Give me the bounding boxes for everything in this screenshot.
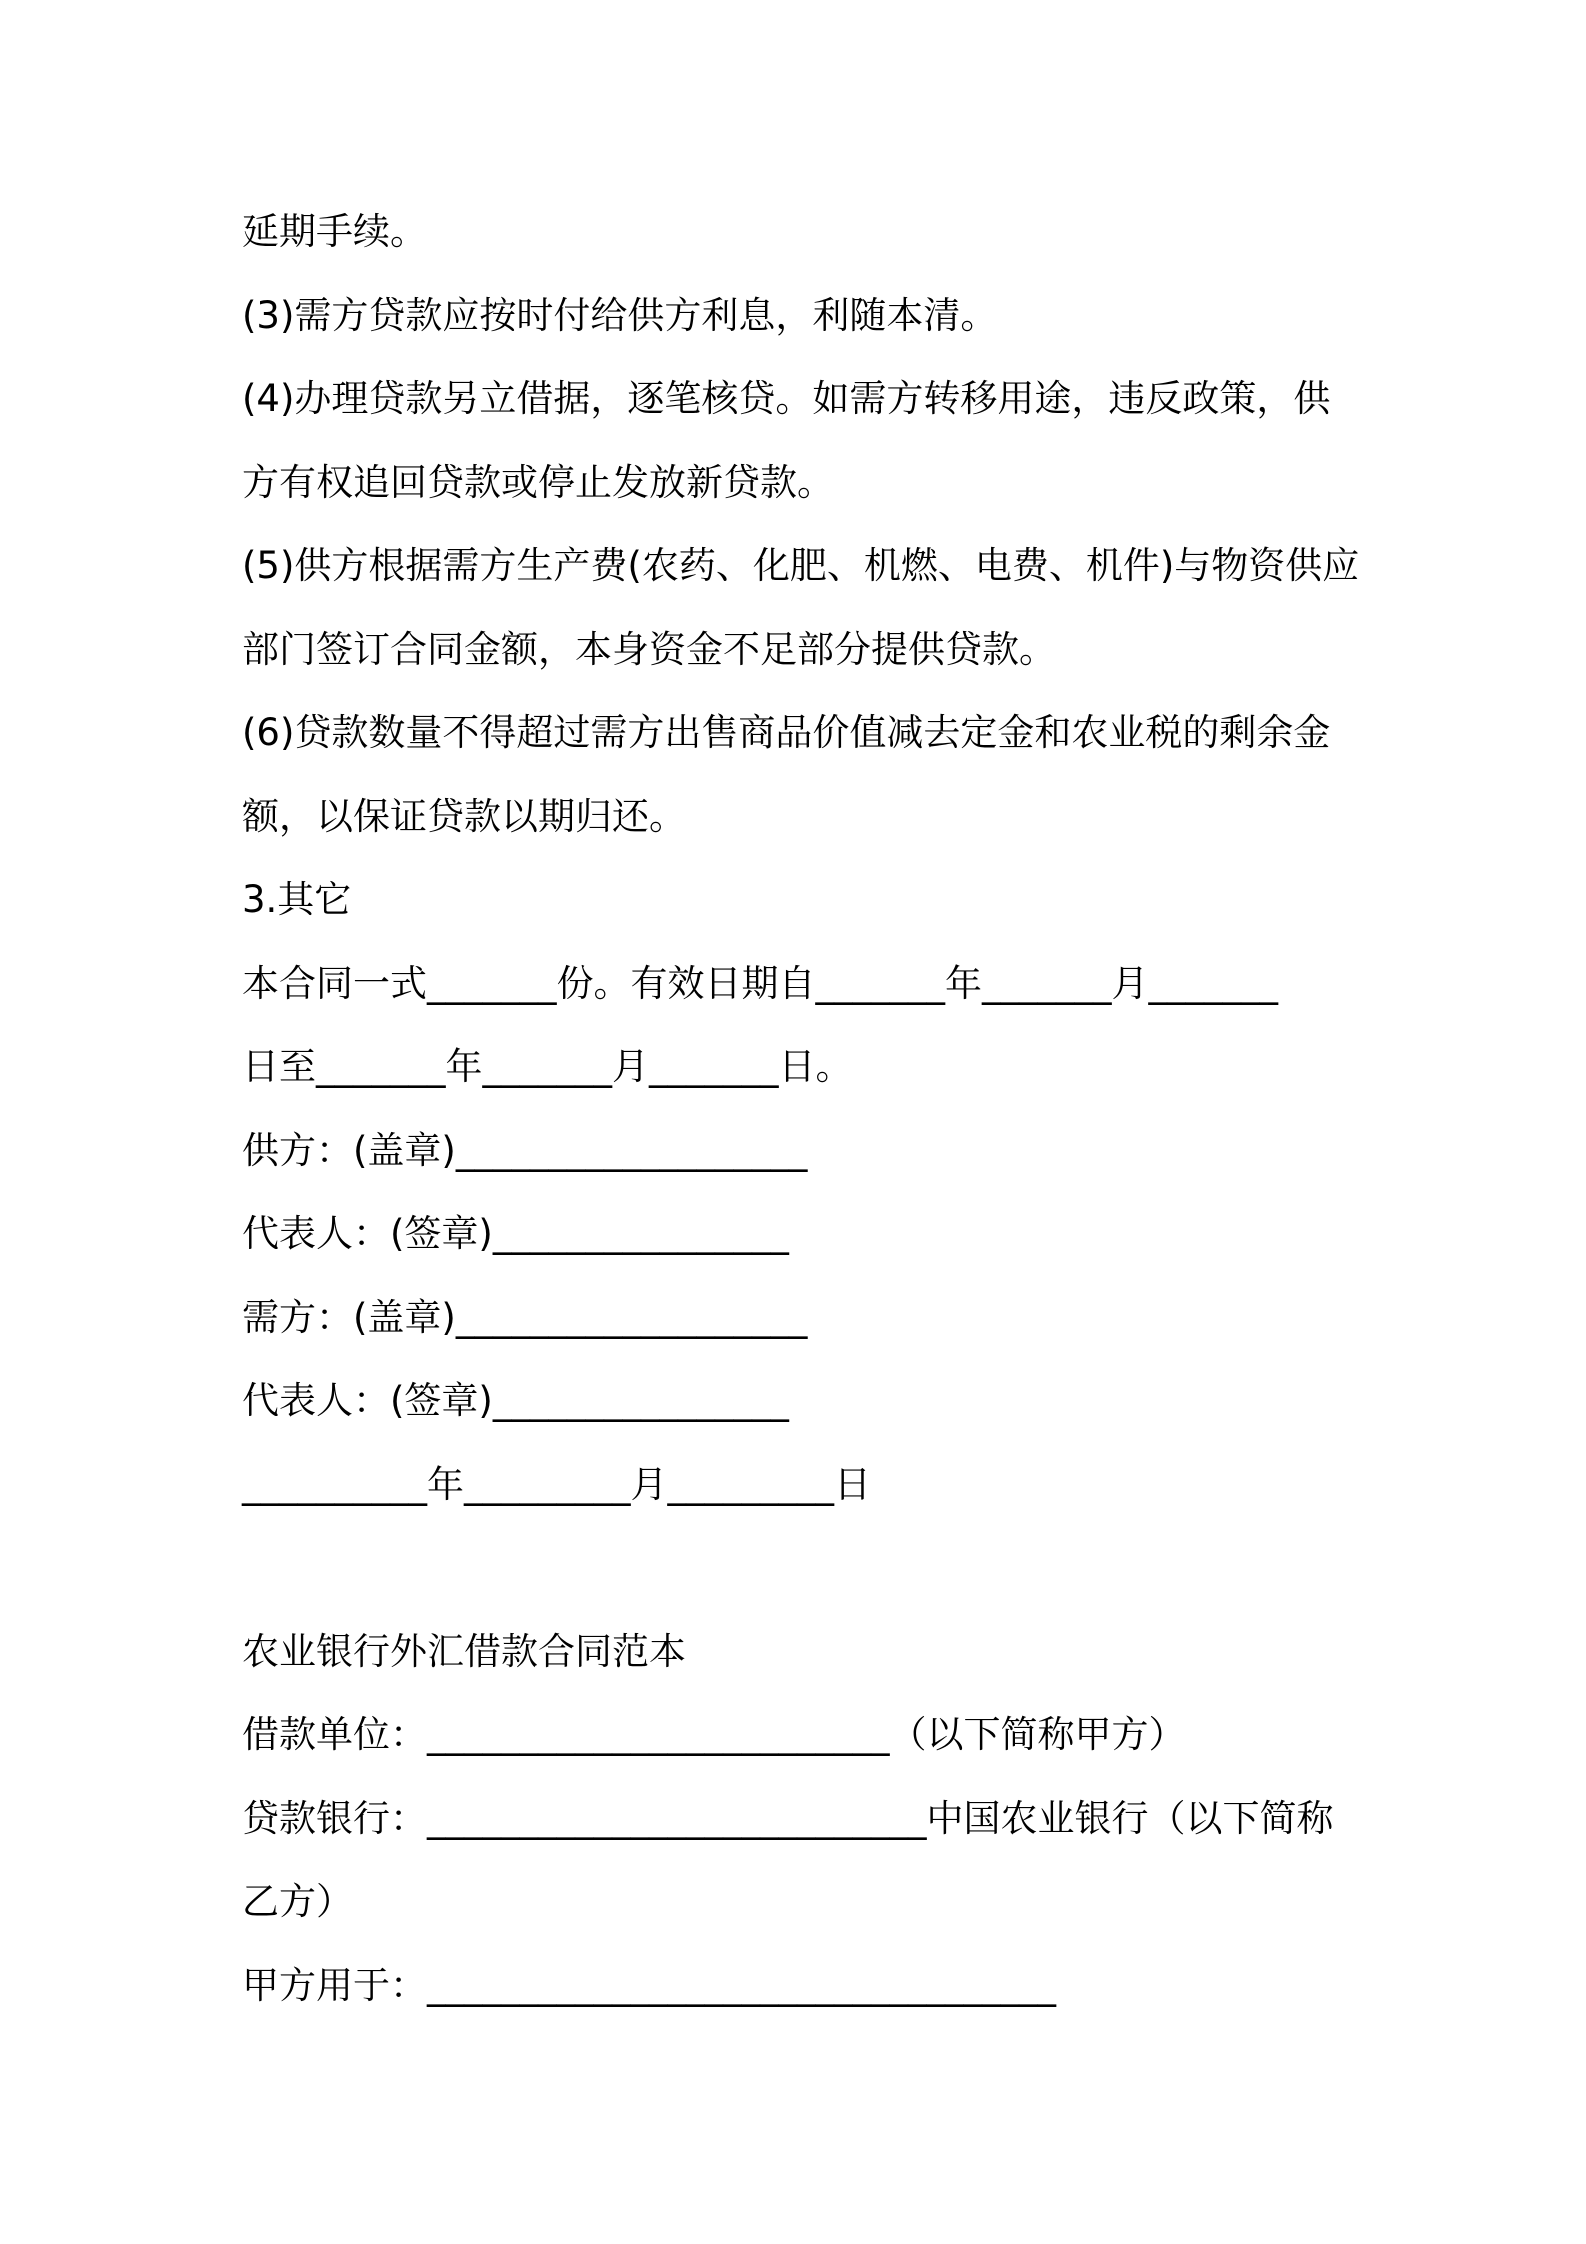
clause-4-line-2: 方有权追回贷款或停止发放新贷款。 [242,460,834,504]
clause-5-line-1: (5)供方根据需方生产费(农药、化肥、机燃、电费、机件)与物资供应 [242,544,1360,587]
contract-copies-line-2: 日至_______年_______月_______日。 [242,1045,853,1088]
document-title: 农业银行外汇借款合同范本 [242,1629,686,1673]
lender-bank-line-1: 贷款银行：___________________________中国农业银行（以下简称 [242,1796,1334,1840]
buyer-seal-line: 需方：(盖章)___________________ [242,1295,808,1339]
buyer-representative-line: 代表人：(签章)________________ [242,1379,789,1422]
clause-4-line-1: (4)办理贷款另立借据，逐笔核贷。如需方转移用途，违反政策，供 [242,377,1331,420]
signing-date-line: __________年_________月_________日 [242,1462,871,1506]
contract-copies-line-1: 本合同一式_______份。有效日期自_______年_______月_______ [242,961,1278,1005]
clause-6-line-2: 额，以保证贷款以期归还。 [242,794,686,838]
document-page [242,190,1362,2027]
text-line: 延期手续。 [242,210,427,253]
purpose-line: 甲方用于：__________________________________ [242,1963,1056,2007]
supplier-seal-line: 供方：(盖章)___________________ [242,1128,808,1172]
clause-3: (3)需方贷款应按时付给供方利息，利随本清。 [242,293,998,337]
clause-6-line-1: (6)贷款数量不得超过需方出售商品价值减去定金和农业税的剩余金 [242,711,1331,754]
section-spacer [242,1526,1362,1610]
clause-5-line-2: 部门签订合同金额，本身资金不足部分提供贷款。 [242,627,1056,671]
borrower-line: 借款单位：_________________________（以下简称甲方） [242,1713,1186,1756]
section-heading-other: 3.其它 [242,878,352,921]
supplier-representative-line: 代表人：(签章)________________ [242,1212,789,1255]
lender-bank-line-2: 乙方） [242,1880,353,1923]
